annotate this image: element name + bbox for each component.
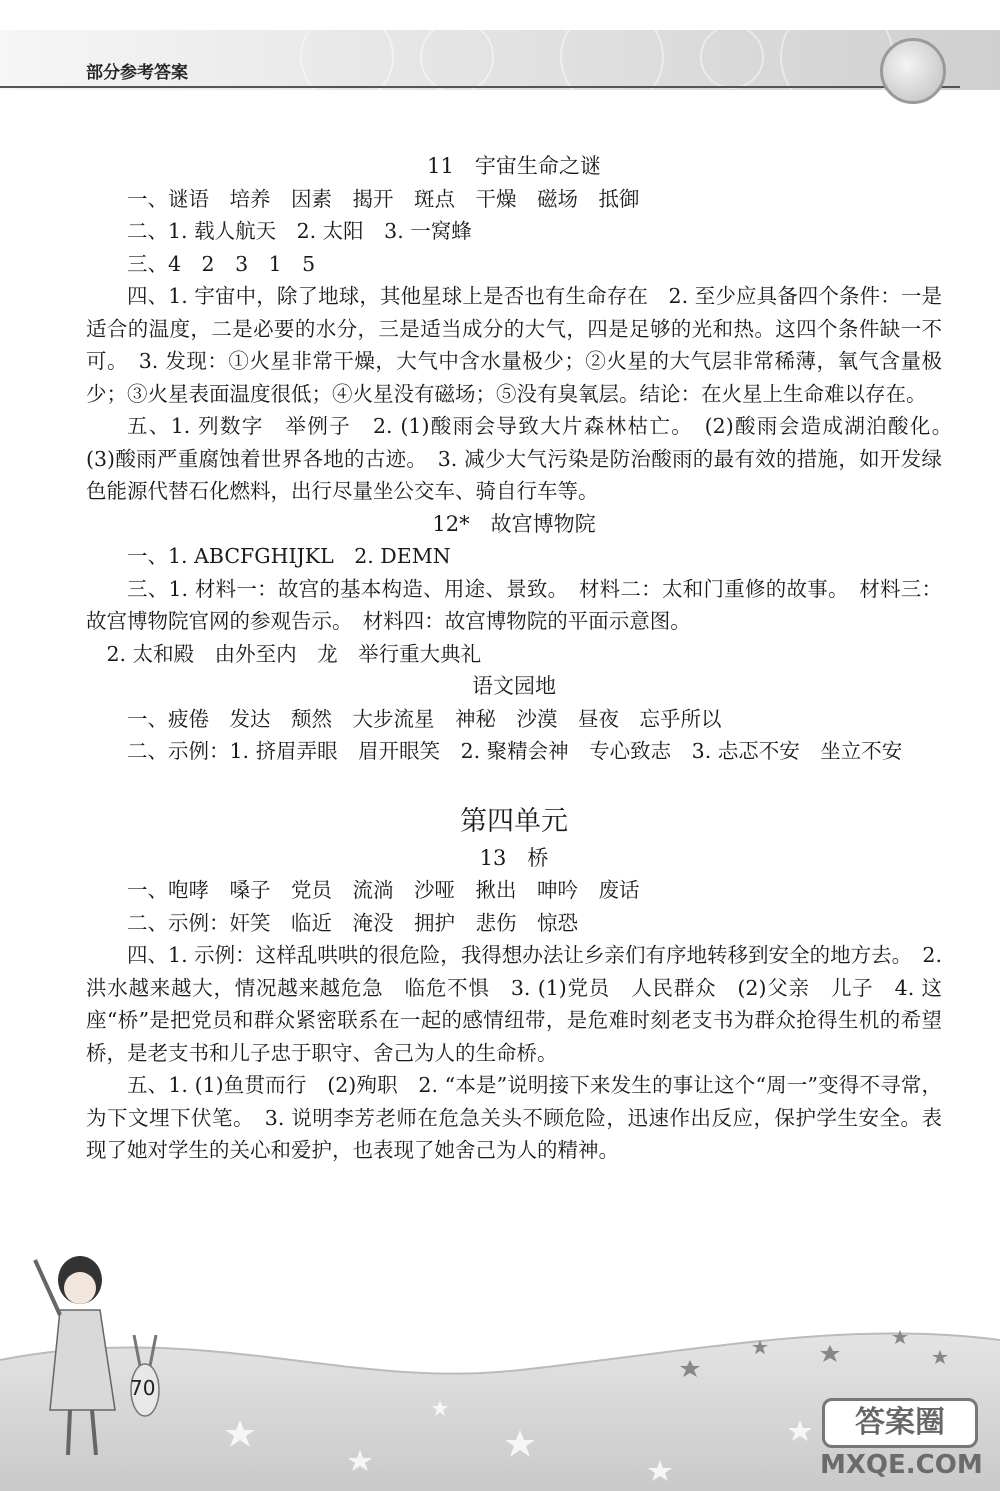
answer-paragraph: 四、1. 示例：这样乱哄哄的很危险，我得想办法让乡亲们有序地转移到安全的地方去。 2. 洪水越来越大，情况越来越危急 临危不惧 3. (1)党员 人民群众 (2)父亲 儿子 4. 这座“桥”是把党员和群众紧密联系在一起的感情纽带，是危难时刻老支书为群众抢得生机的希望桥，是老支书和儿子忠于职守、舍己为人的生命桥。 [86, 943, 942, 1065]
site-logo: 答案圈 [822, 1398, 978, 1448]
site-url: MXQE.COM [820, 1450, 983, 1480]
answer-paragraph: 一、咆哮 嗓子 党员 流淌 沙哑 揪出 呻吟 废话 [127, 878, 640, 902]
answer-paragraph: 三、4 2 3 1 5 [127, 251, 316, 276]
answer-paragraph: 二、示例：奸笑 临近 淹没 拥护 悲伤 惊恐 [127, 910, 578, 935]
answer-paragraph: 五、1. 列数字 举例子 2. (1)酸雨会导致大片森林枯亡。 (2)酸雨会造成湖泊酸化。 (3)酸雨严重腐蚀着世界各地的古迹。 3. 减少大气污染是防治酸雨的最有效的措施，如开发绿色能源代替石化燃料，出行尽量坐公交车、骑自行车等。 [86, 414, 963, 503]
answer-content [86, 150, 963, 1167]
section-title-12: 12* 故宫博物院 [432, 511, 596, 536]
answer-paragraph: 一、疲倦 发达 颓然 大步流星 神秘 沙漠 昼夜 忘乎所以 [127, 706, 722, 731]
girl-illustration [30, 1240, 180, 1470]
header-rule [0, 86, 960, 88]
answer-paragraph: 一、1. ABCFGHIJKL 2. DEMN [127, 544, 451, 568]
answer-paragraph: 二、1. 载人航天 2. 太阳 3. 一窝蜂 [127, 219, 472, 243]
page-number: 70 [130, 1376, 156, 1400]
header-title: 部分参考答案 [86, 63, 188, 83]
answer-paragraph: 五、1. (1)鱼贯而行 (2)殉职 2. “本是”说明接下来发生的事让这个“周一”变得不寻常，为下文埋下伏笔。 3. 说明李芳老师在危急关头不顾危险，迅速作出反应，保护学生安全。表现了她对学生的关心和爱护，也表现了她舍己为人的精神。 [86, 1073, 942, 1162]
answer-paragraph: 2. 太和殿 由外至内 龙 举行重大典礼 [106, 641, 482, 666]
answer-paragraph: 三、1. 材料一：故宫的基本构造、用途、景致。 材料二：太和门重修的故事。 材料三：故宫博物院官网的参观告示。 材料四：故宫博物院的平面示意图。 [86, 576, 942, 633]
section-title-13: 13 桥 [479, 845, 549, 870]
answer-paragraph: 四、1. 宇宙中，除了地球，其他星球上是否也有生命存在 2. 至少应具备四个条件：一是适合的温度，二是必要的水分，三是适当成分的大气，四是足够的光和热。这四个条件缺一不可。 3. 发现：①火星非常干燥，大气中含水量极少；②火星的大气层非常稀薄，氧气含量极少；③火星表面温度很低；④火星没有磁场；⑤没有臭氧层。结论：在火星上生命难以存在。 [86, 284, 942, 406]
answer-paragraph: 一、谜语 培养 因素 揭开 斑点 干燥 磁场 抵御 [127, 186, 640, 211]
answer-paragraph: 二、示例：1. 挤眉弄眼 眉开眼笑 2. 聚精会神 专心致志 3. 忐忑不安 坐立不安 [127, 739, 903, 763]
header-circle-ornament [880, 38, 946, 104]
section-title-garden: 语文园地 [472, 674, 556, 698]
unit-title: 第四单元 [460, 805, 568, 837]
section-title-11: 11 宇宙生命之谜 [427, 154, 601, 178]
